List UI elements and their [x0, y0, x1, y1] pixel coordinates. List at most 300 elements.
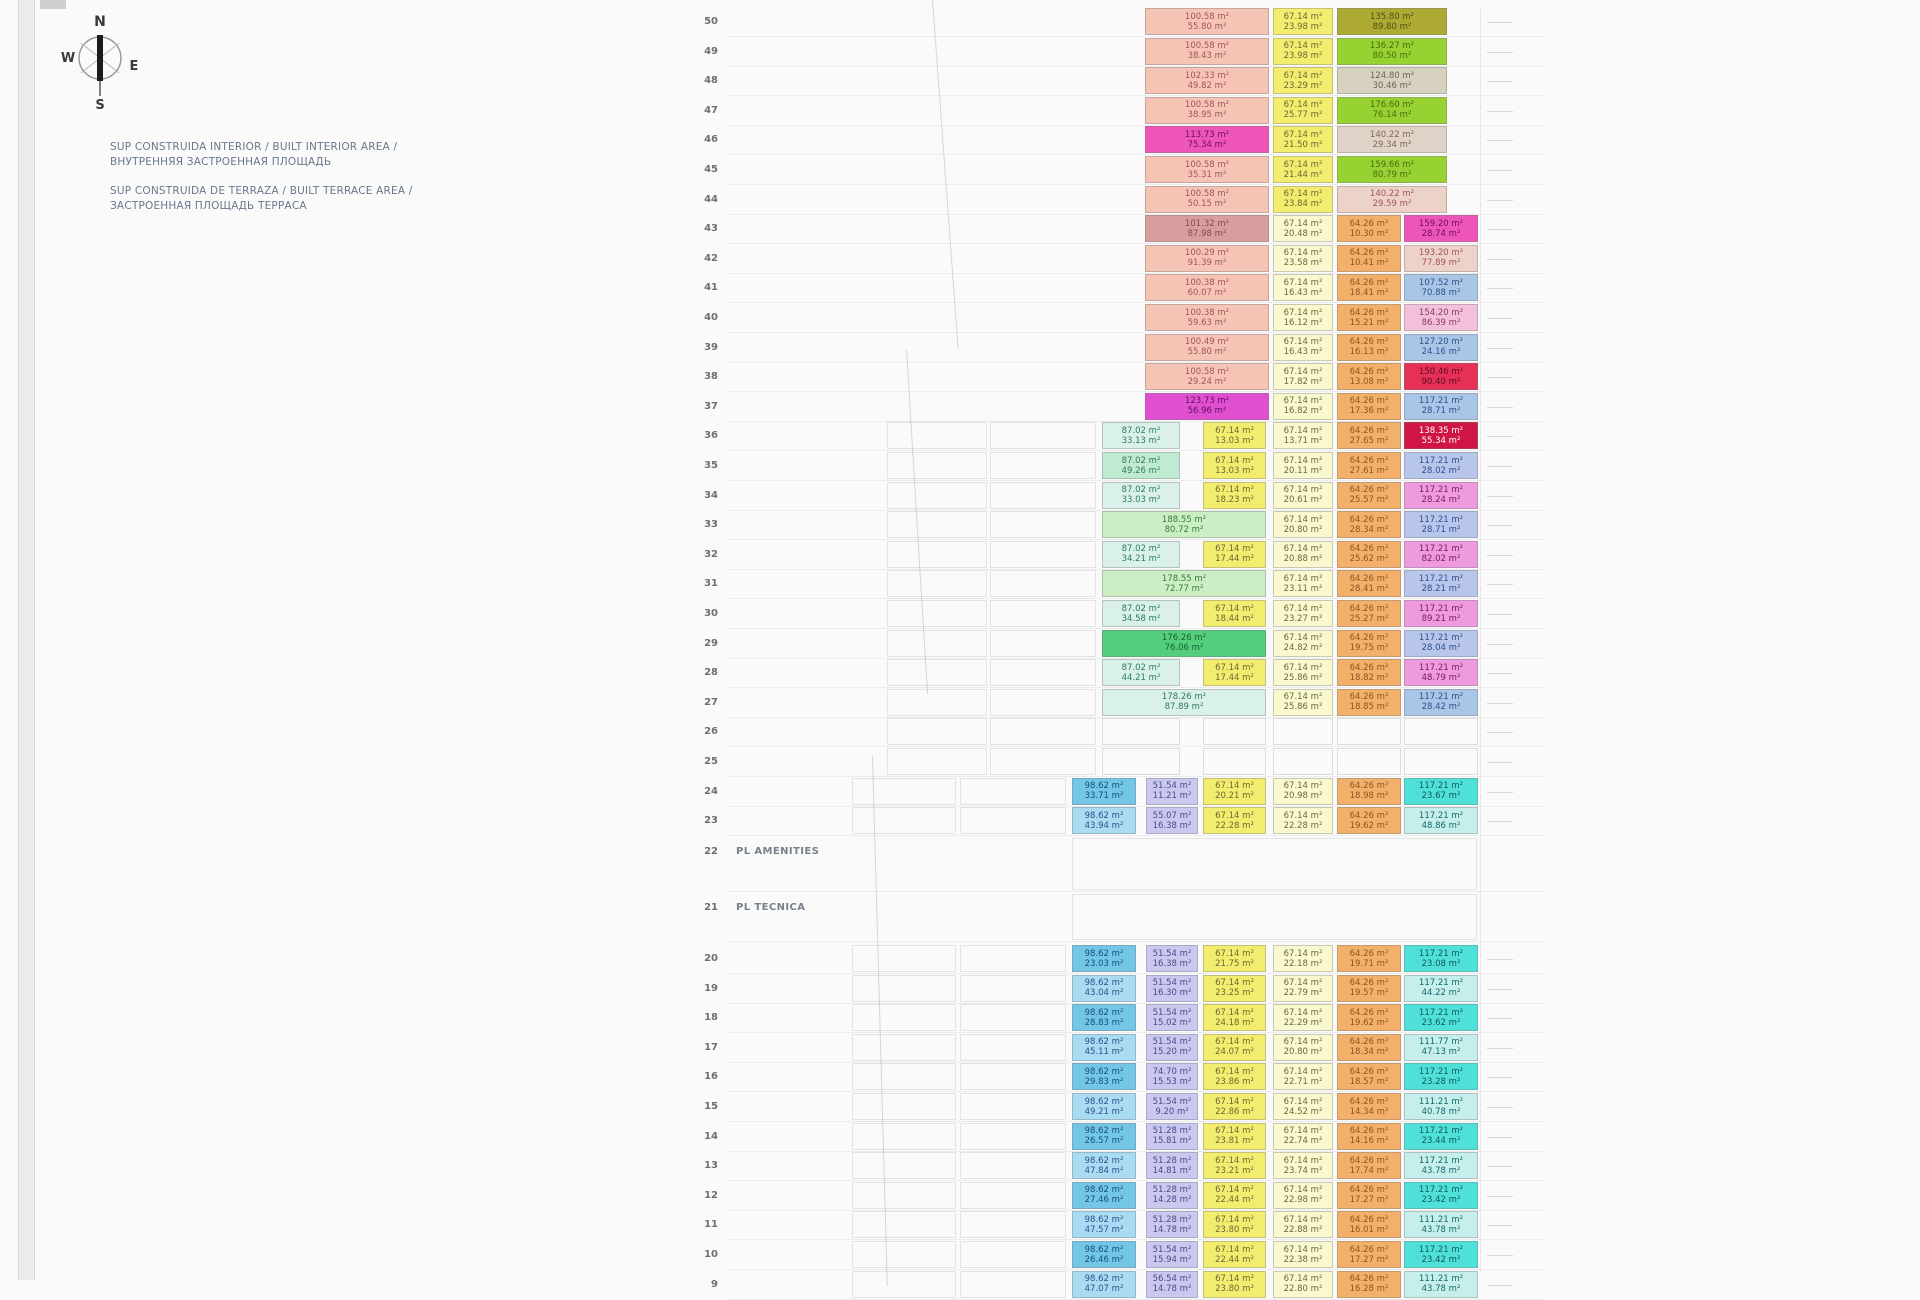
unit-outline [990, 541, 1096, 568]
unit-cell [1337, 1034, 1401, 1061]
unit-interior-area: 67.14 m² [1283, 455, 1323, 466]
unit-interior-area: 67.14 m² [1283, 662, 1323, 673]
unit-cell [1273, 778, 1333, 805]
unit-interior-area: 159.20 m² [1418, 218, 1464, 229]
unit-interior-area: 98.62 m² [1084, 948, 1124, 959]
unit-terrace-area: 13.08 m² [1349, 376, 1389, 387]
unit-terrace-area: 19.75 m² [1349, 643, 1389, 654]
unit-cell [1273, 482, 1333, 509]
dimension-tick [1487, 377, 1513, 378]
floor-number: 43 [704, 223, 718, 235]
unit-terrace-area: 28.34 m² [1349, 524, 1389, 535]
unit-terrace-area: 11.21 m² [1152, 791, 1192, 802]
unit-terrace-area: 16.30 m² [1152, 988, 1192, 999]
unit-outline [990, 570, 1096, 597]
unit-cell [1145, 304, 1269, 331]
unit-terrace-area: 9.20 m² [1155, 1106, 1189, 1117]
unit-terrace-area: 15.02 m² [1152, 1017, 1192, 1028]
floor-leader-line [726, 835, 1546, 836]
unit-interior-area: 176.26 m² [1161, 633, 1207, 644]
floor-number: 32 [704, 548, 718, 560]
unit-outline [852, 1152, 956, 1179]
unit-terrace-area: 23.98 m² [1283, 51, 1323, 62]
unit-terrace-area: 28.74 m² [1421, 228, 1461, 239]
unit-interior-area: 51.54 m² [1152, 1096, 1192, 1107]
unit-terrace-area: 91.39 m² [1187, 258, 1227, 269]
unit-cell [1146, 1241, 1198, 1268]
unit-terrace-area: 27.65 m² [1349, 435, 1389, 446]
unit-cell [1337, 1182, 1401, 1209]
dimension-tick [1487, 1285, 1513, 1286]
dimension-tick [1487, 436, 1513, 437]
unit-interior-area: 67.14 m² [1215, 1126, 1254, 1137]
unit-terrace-area: 22.29 m² [1283, 1017, 1323, 1028]
unit-interior-area: 87.02 m² [1121, 485, 1161, 496]
special-floor-outline [1072, 838, 1477, 890]
unit-interior-area: 98.62 m² [1084, 1007, 1124, 1018]
floor-number: 50 [704, 16, 718, 27]
unit-terrace-area: 47.13 m² [1421, 1047, 1461, 1058]
unit-cell [1273, 97, 1333, 124]
dimension-tick [1487, 703, 1513, 704]
unit-cell [1337, 8, 1447, 35]
unit-outline [887, 482, 987, 509]
unit-cell [1203, 778, 1266, 805]
unit-outline [990, 600, 1096, 627]
unit-cell [1273, 570, 1333, 597]
unit-terrace-area: 18.23 m² [1215, 495, 1254, 506]
unit-interior-area: 111.77 m² [1418, 1037, 1464, 1048]
floor-number: 16 [704, 1071, 718, 1083]
unit-cell [1404, 570, 1478, 597]
unit-interior-area: 64.26 m² [1349, 277, 1389, 288]
unit-terrace-area: 19.62 m² [1349, 820, 1389, 831]
unit-cell [1203, 1182, 1266, 1209]
unit-cell [1072, 945, 1136, 972]
unit-cell [1404, 1123, 1478, 1150]
unit-interior-area: 176.60 m² [1369, 100, 1415, 111]
unit-terrace-area: 25.86 m² [1283, 672, 1323, 683]
unit-interior-area: 111.21 m² [1418, 1096, 1464, 1107]
unit-cell [1102, 718, 1180, 745]
unit-interior-area: 67.14 m² [1215, 1007, 1254, 1018]
unit-cell [1337, 1123, 1401, 1150]
floor-number: 19 [704, 982, 718, 994]
unit-cell [1203, 422, 1266, 449]
unit-terrace-area: 22.98 m² [1283, 1195, 1323, 1206]
unit-interior-area: 67.14 m² [1283, 948, 1323, 959]
unit-interior-area: 67.14 m² [1215, 781, 1254, 792]
unit-outline [887, 718, 987, 745]
dimension-tick [1487, 229, 1513, 230]
unit-cell [1337, 1093, 1401, 1120]
unit-terrace-area: 23.84 m² [1283, 199, 1323, 210]
unit-cell [1337, 1211, 1401, 1238]
unit-cell [1404, 1271, 1478, 1298]
unit-cell [1072, 1063, 1136, 1090]
unit-interior-area: 117.21 m² [1418, 810, 1464, 821]
unit-cell [1337, 541, 1401, 568]
unit-cell [1102, 659, 1180, 686]
unit-terrace-area: 17.44 m² [1215, 672, 1254, 683]
unit-interior-area: 64.26 m² [1349, 781, 1389, 792]
unit-interior-area: 124.80 m² [1369, 70, 1415, 81]
unit-cell [1145, 245, 1269, 272]
unit-interior-area: 67.14 m² [1215, 485, 1254, 496]
unit-interior-area: 64.26 m² [1349, 1096, 1389, 1107]
unit-cell [1145, 38, 1269, 65]
unit-terrace-area: 23.27 m² [1283, 613, 1323, 624]
unit-terrace-area: 48.86 m² [1421, 820, 1461, 831]
unit-interior-area: 127.20 m² [1418, 337, 1464, 348]
unit-interior-area: 100.58 m² [1184, 100, 1230, 111]
unit-terrace-area: 29.83 m² [1084, 1076, 1124, 1087]
unit-interior-area: 67.14 m² [1215, 425, 1254, 436]
special-floor-label: PL TECNICA [736, 902, 806, 913]
unit-interior-area: 64.26 m² [1349, 307, 1389, 318]
unit-outline [887, 570, 987, 597]
unit-cell [1102, 541, 1180, 568]
unit-terrace-area: 82.02 m² [1421, 554, 1461, 565]
unit-cell [1337, 126, 1447, 153]
unit-interior-area: 117.21 m² [1418, 692, 1464, 703]
unit-terrace-area: 23.21 m² [1215, 1165, 1254, 1176]
dimension-tick [1487, 673, 1513, 674]
unit-interior-area: 67.14 m² [1215, 1185, 1254, 1196]
unit-terrace-area: 89.21 m² [1421, 613, 1461, 624]
unit-terrace-area: 29.34 m² [1372, 139, 1412, 150]
dimension-tick [1487, 466, 1513, 467]
unit-interior-area: 98.62 m² [1084, 1185, 1124, 1196]
unit-interior-area: 67.14 m² [1215, 1066, 1254, 1077]
unit-terrace-area: 21.75 m² [1215, 958, 1254, 969]
unit-terrace-area: 45.11 m² [1084, 1047, 1124, 1058]
unit-terrace-area: 13.03 m² [1215, 435, 1254, 446]
unit-interior-area: 87.02 m² [1121, 455, 1161, 466]
unit-cell [1337, 274, 1401, 301]
unit-cell [1072, 778, 1136, 805]
unit-terrace-area: 26.57 m² [1084, 1136, 1124, 1147]
unit-interior-area: 64.26 m² [1349, 248, 1389, 259]
unit-interior-area: 64.26 m² [1349, 455, 1389, 466]
unit-interior-area: 67.14 m² [1215, 544, 1254, 555]
unit-cell [1337, 511, 1401, 538]
unit-interior-area: 117.21 m² [1418, 978, 1464, 989]
unit-cell [1273, 1063, 1333, 1090]
dimension-tick [1487, 407, 1513, 408]
unit-terrace-area: 27.61 m² [1349, 465, 1389, 476]
floor-number: 34 [704, 489, 718, 501]
unit-cell [1273, 541, 1333, 568]
floor-number: 12 [704, 1189, 718, 1201]
floor-number: 48 [704, 75, 718, 87]
unit-terrace-area: 80.72 m² [1164, 524, 1204, 535]
unit-cell [1404, 748, 1478, 775]
unit-interior-area: 117.21 m² [1418, 485, 1464, 496]
unit-interior-area: 64.26 m² [1349, 1126, 1389, 1137]
floor-number: 9 [711, 1278, 718, 1290]
unit-interior-area: 111.21 m² [1418, 1274, 1464, 1285]
floor-number: 33 [704, 519, 718, 531]
unit-cell [1072, 1123, 1136, 1150]
unit-cell [1072, 1034, 1136, 1061]
unit-cell [1337, 718, 1401, 745]
unit-terrace-area: 25.62 m² [1349, 554, 1389, 565]
dimension-tick [1487, 555, 1513, 556]
unit-terrace-area: 20.48 m² [1283, 228, 1323, 239]
unit-terrace-area: 28.71 m² [1421, 406, 1461, 417]
unit-outline [960, 1182, 1066, 1209]
unit-terrace-area: 87.98 m² [1187, 228, 1227, 239]
unit-terrace-area: 22.28 m² [1215, 820, 1254, 831]
unit-terrace-area: 24.18 m² [1215, 1017, 1254, 1028]
unit-interior-area: 117.21 m² [1418, 1007, 1464, 1018]
unit-outline [990, 659, 1096, 686]
unit-cell [1337, 975, 1401, 1002]
legend-interior-line1: SUP CONSTRUIDA INTERIOR / BUILT INTERIOR AREA / [110, 141, 398, 153]
unit-interior-area: 111.21 m² [1418, 1214, 1464, 1225]
floor-number: 40 [704, 312, 718, 323]
unit-interior-area: 64.26 m² [1349, 810, 1389, 821]
unit-outline [852, 1123, 956, 1150]
unit-terrace-area: 29.59 m² [1372, 199, 1412, 210]
floor-number: 15 [704, 1101, 718, 1112]
unit-interior-area: 51.28 m² [1152, 1185, 1192, 1196]
unit-cell [1337, 38, 1447, 65]
unit-cell [1146, 1093, 1198, 1120]
unit-terrace-area: 16.38 m² [1152, 820, 1192, 831]
unit-cell [1273, 1211, 1333, 1238]
dimension-tick [1487, 1107, 1513, 1108]
unit-outline [887, 452, 987, 479]
unit-terrace-area: 48.79 m² [1421, 672, 1461, 683]
legend-terrace-line2: ЗАСТРОЕННАЯ ПЛОЩАДЬ ТЕРРАСА [110, 200, 307, 212]
unit-cell [1203, 1034, 1266, 1061]
unit-terrace-area: 23.11 m² [1283, 583, 1323, 594]
unit-interior-area: 117.21 m² [1418, 633, 1464, 644]
unit-terrace-area: 23.58 m² [1283, 258, 1323, 269]
unit-terrace-area: 23.42 m² [1421, 1254, 1461, 1265]
floor-leader-line [726, 1299, 1546, 1300]
unit-terrace-area: 14.81 m² [1152, 1165, 1192, 1176]
unit-cell [1146, 975, 1198, 1002]
unit-cell [1145, 126, 1269, 153]
unit-terrace-area: 40.78 m² [1421, 1106, 1461, 1117]
unit-cell [1337, 97, 1447, 124]
unit-interior-area: 117.21 m² [1418, 662, 1464, 673]
unit-cell [1203, 1211, 1266, 1238]
unit-outline [887, 689, 987, 716]
floor-number: 17 [704, 1041, 718, 1053]
special-floor-label: PL AMENITIES [736, 846, 820, 857]
unit-terrace-area: 14.28 m² [1152, 1195, 1192, 1206]
unit-interior-area: 67.14 m² [1283, 692, 1323, 703]
unit-interior-area: 102.33 m² [1184, 70, 1230, 81]
unit-cell [1404, 482, 1478, 509]
dimension-tick [1487, 1137, 1513, 1138]
unit-cell [1203, 1241, 1266, 1268]
unit-terrace-area: 43.04 m² [1084, 988, 1124, 999]
unit-interior-area: 67.14 m² [1215, 948, 1254, 959]
unit-cell [1146, 1182, 1198, 1209]
unit-terrace-area: 23.28 m² [1421, 1076, 1461, 1087]
unit-outline [960, 975, 1066, 1002]
unit-cell [1273, 393, 1333, 420]
unit-cell [1337, 1063, 1401, 1090]
unit-cell [1273, 659, 1333, 686]
floor-number: 35 [704, 460, 718, 471]
unit-interior-area: 67.14 m² [1283, 1037, 1323, 1048]
floor-leader-line [726, 941, 1546, 942]
unit-terrace-area: 33.03 m² [1121, 495, 1161, 506]
unit-terrace-area: 76.14 m² [1372, 110, 1412, 121]
unit-interior-area: 67.14 m² [1283, 425, 1323, 436]
unit-cell [1404, 422, 1478, 449]
unit-terrace-area: 20.88 m² [1283, 554, 1323, 565]
unit-terrace-area: 14.78 m² [1152, 1224, 1192, 1235]
unit-terrace-area: 28.21 m² [1421, 583, 1461, 594]
unit-cell [1337, 393, 1401, 420]
unit-terrace-area: 89.80 m² [1372, 21, 1412, 32]
unit-terrace-area: 76.06 m² [1164, 643, 1204, 654]
dimension-tick [1487, 140, 1513, 141]
floor-number: 28 [704, 667, 718, 679]
unit-interior-area: 98.62 m² [1084, 810, 1124, 821]
unit-cell [1146, 778, 1198, 805]
unit-terrace-area: 22.86 m² [1215, 1106, 1254, 1117]
unit-interior-area: 67.14 m² [1283, 1007, 1323, 1018]
unit-cell [1145, 334, 1269, 361]
unit-interior-area: 178.26 m² [1161, 692, 1207, 703]
unit-cell [1146, 1034, 1198, 1061]
unit-cell [1072, 1271, 1136, 1298]
unit-terrace-area: 23.08 m² [1421, 958, 1461, 969]
unit-terrace-area: 86.39 m² [1421, 317, 1461, 328]
dimension-tick [1487, 1018, 1513, 1019]
unit-interior-area: 136.27 m² [1369, 41, 1415, 52]
unit-outline [990, 452, 1096, 479]
unit-interior-area: 67.14 m² [1283, 544, 1323, 555]
unit-interior-area: 193.20 m² [1418, 248, 1464, 259]
unit-terrace-area: 25.86 m² [1283, 702, 1323, 713]
unit-outline [852, 1093, 956, 1120]
unit-terrace-area: 49.21 m² [1084, 1106, 1124, 1117]
unit-outline [960, 807, 1066, 834]
unit-interior-area: 98.62 m² [1084, 1126, 1124, 1137]
unit-terrace-area: 87.89 m² [1164, 702, 1204, 713]
svg-text:E: E [129, 59, 139, 74]
dimension-tick [1487, 989, 1513, 990]
unit-interior-area: 100.58 m² [1184, 366, 1230, 377]
unit-cell [1273, 156, 1333, 183]
unit-cell [1273, 600, 1333, 627]
unit-cell [1273, 8, 1333, 35]
unit-cell [1273, 511, 1333, 538]
dimension-tick [1487, 318, 1513, 319]
unit-interior-area: 67.14 m² [1283, 603, 1323, 614]
unit-cell [1072, 1093, 1136, 1120]
unit-terrace-area: 55.80 m² [1187, 347, 1227, 358]
unit-outline [852, 778, 956, 805]
dimension-tick [1487, 525, 1513, 526]
unit-terrace-area: 28.42 m² [1421, 702, 1461, 713]
unit-terrace-area: 22.38 m² [1283, 1254, 1323, 1265]
unit-terrace-area: 23.67 m² [1421, 791, 1461, 802]
unit-interior-area: 117.21 m² [1418, 1185, 1464, 1196]
unit-cell [1203, 1004, 1266, 1031]
unit-cell [1102, 570, 1266, 597]
unit-cell [1102, 422, 1180, 449]
unit-terrace-area: 22.28 m² [1283, 820, 1323, 831]
unit-interior-area: 64.26 m² [1349, 337, 1389, 348]
unit-interior-area: 64.26 m² [1349, 425, 1389, 436]
unit-cell [1337, 186, 1447, 213]
unit-outline [852, 1241, 956, 1268]
unit-terrace-area: 17.27 m² [1349, 1195, 1389, 1206]
unit-cell [1203, 807, 1266, 834]
unit-cell [1102, 748, 1180, 775]
unit-outline [852, 1034, 956, 1061]
unit-outline [887, 659, 987, 686]
unit-terrace-area: 22.74 m² [1283, 1136, 1323, 1147]
unit-terrace-area: 16.43 m² [1283, 287, 1323, 298]
unit-terrace-area: 23.25 m² [1215, 988, 1254, 999]
unit-interior-area: 100.58 m² [1184, 11, 1230, 22]
unit-interior-area: 67.14 m² [1283, 70, 1323, 81]
unit-cell [1273, 452, 1333, 479]
unit-terrace-area: 22.18 m² [1283, 958, 1323, 969]
unit-cell [1072, 1211, 1136, 1238]
unit-terrace-area: 47.07 m² [1084, 1284, 1124, 1295]
unit-interior-area: 150.46 m² [1418, 366, 1464, 377]
unit-cell [1273, 689, 1333, 716]
dimension-tick [1487, 644, 1513, 645]
unit-terrace-area: 24.82 m² [1283, 643, 1323, 654]
unit-cell [1404, 778, 1478, 805]
unit-terrace-area: 72.77 m² [1164, 583, 1204, 594]
unit-cell [1072, 1241, 1136, 1268]
unit-terrace-area: 24.52 m² [1283, 1106, 1323, 1117]
unit-outline [852, 807, 956, 834]
unit-terrace-area: 29.24 m² [1187, 376, 1227, 387]
unit-cell [1404, 274, 1478, 301]
unit-cell [1337, 778, 1401, 805]
unit-interior-area: 178.55 m² [1161, 573, 1207, 584]
unit-terrace-area: 23.62 m² [1421, 1017, 1461, 1028]
unit-terrace-area: 16.38 m² [1152, 958, 1192, 969]
unit-interior-area: 67.14 m² [1283, 218, 1323, 229]
unit-terrace-area: 49.82 m² [1187, 80, 1227, 91]
unit-interior-area: 51.54 m² [1152, 1037, 1192, 1048]
unit-interior-area: 51.54 m² [1152, 1244, 1192, 1255]
unit-terrace-area: 26.46 m² [1084, 1254, 1124, 1265]
unit-cell [1337, 452, 1401, 479]
unit-interior-area: 64.26 m² [1349, 1155, 1389, 1166]
unit-terrace-area: 28.04 m² [1421, 643, 1461, 654]
unit-terrace-area: 20.11 m² [1283, 465, 1323, 476]
unit-terrace-area: 44.22 m² [1421, 988, 1461, 999]
unit-interior-area: 64.26 m² [1349, 662, 1389, 673]
unit-interior-area: 67.14 m² [1215, 1244, 1254, 1255]
unit-terrace-area: 20.80 m² [1283, 1047, 1323, 1058]
unit-cell [1404, 1034, 1478, 1061]
floor-leader-line [726, 891, 1546, 892]
unit-interior-area: 100.38 m² [1184, 277, 1230, 288]
unit-terrace-area: 17.36 m² [1349, 406, 1389, 417]
unit-cell [1145, 67, 1269, 94]
unit-interior-area: 67.14 m² [1283, 810, 1323, 821]
unit-interior-area: 117.21 m² [1418, 1155, 1464, 1166]
